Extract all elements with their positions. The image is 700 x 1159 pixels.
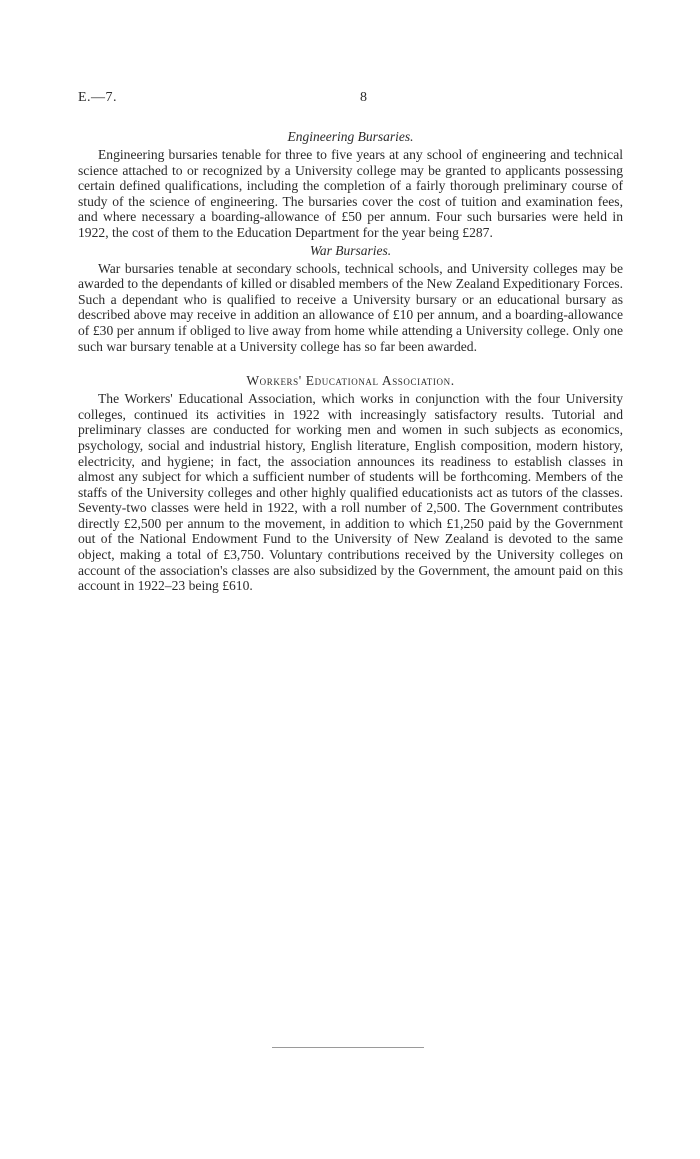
end-rule-divider	[272, 1047, 424, 1048]
engineering-bursaries-paragraph: Engineering bursaries tenable for three to five years at any school of engineering and technical science attached to or recognized by a University college may be granted to applicants possessing certain defined qualifications, including the completion of a fairly thorough preliminary course of study of the science of engineering. The bursaries cover the cost of tuition and examination fees, and where necessary a boarding-allowance of £50 per annum. Four such bursaries were held in 1922, the cost of them to the Education Department for the year being £287.	[78, 147, 623, 240]
page-header	[78, 90, 623, 112]
document-page	[78, 90, 623, 594]
war-bursaries-paragraph: War bursaries tenable at secondary schools, technical schools, and University colleges may be awarded to the dependants of killed or disabled members of the New Zealand Expeditionary Forces. Such a dependant who is qualified to receive a University bursary or an educational bursary as described above may receive in addition an allowance of £10 per annum, and a boarding-allowance of £30 per annum if obliged to live away from home while attending a University college. Only one such war bursary tenable at a University college has so far been awarded.	[78, 260, 623, 354]
wea-paragraph: The Workers' Educational Association, which works in conjunction with the four University colleges, continued its activities in 1922 with increasingly satisfactory results. Tutorial and preliminary classes are conducted for working men and women in such subjects as economics, psychology, social and industrial history, English literature, English composition, modern history, electricity, and hygiene; in fact, the association announces its readiness to establish classes in almost any subject for which a sufficient number of students will be forthcoming. Members of the staffs of the University colleges and other highly qualified educationists act as tutors of the classes. Seventy-two classes were held in 1922, with a roll number of 2,500. The Government contributes directly £2,500 per annum to the movement, in addition to which £1,250 paid by the Government out of the National Endowment Fund to the University of New Zealand is devoted to the same object, making a total of £3,750. Voluntary contributions received by the University colleges on account of the association's classes are also subsidized by the Government, the amount paid on this account in 1922–23 being £610.	[78, 391, 623, 594]
war-bursaries-heading: War Bursaries.	[309, 242, 392, 258]
document-reference: E.—7.	[78, 90, 118, 105]
page-number: 8	[360, 90, 367, 105]
wea-section-heading: Workers' Educational Association.	[246, 373, 455, 389]
engineering-bursaries-heading: Engineering Bursaries.	[287, 129, 414, 144]
